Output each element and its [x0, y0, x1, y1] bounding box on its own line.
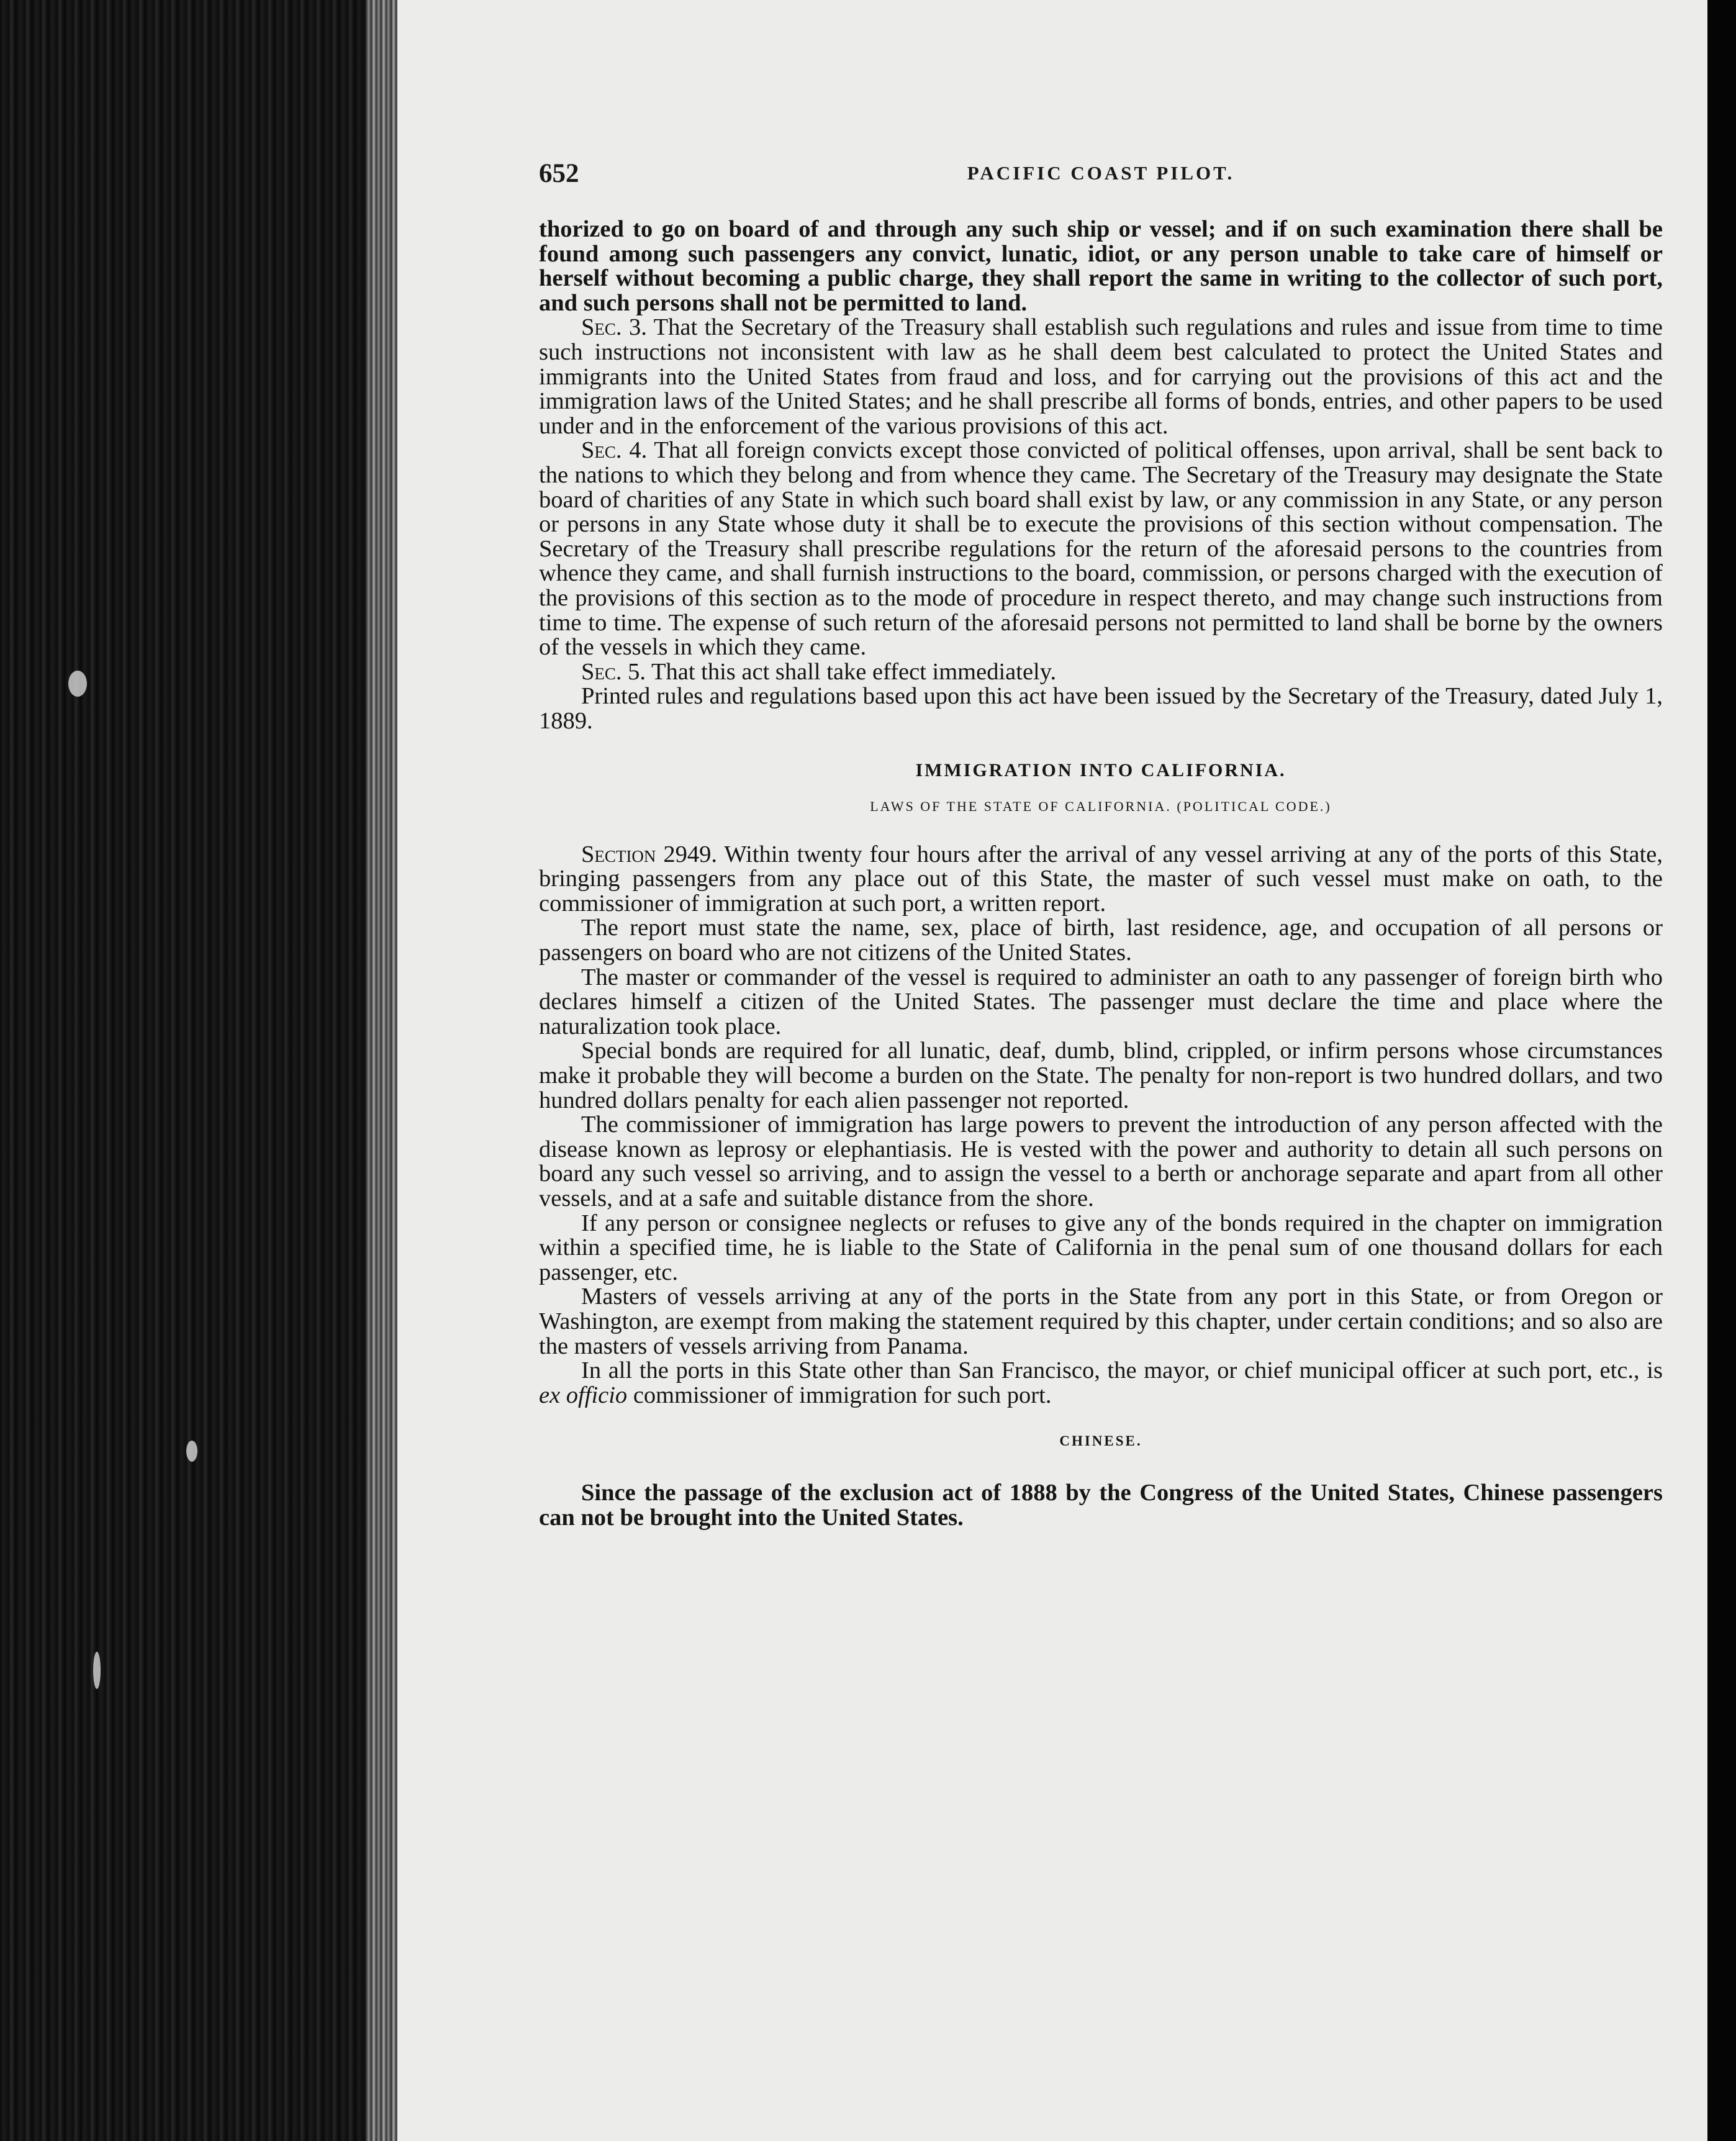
section-2949-label: Section 2949. — [581, 841, 718, 867]
page-number: 652 — [539, 159, 579, 188]
section-5-label: Sec. 5. — [581, 658, 646, 685]
ports-text: In all the ports in this State other than San Francisco, the mayor, or chief municipal officer at such port, etc., is — [581, 1357, 1663, 1384]
master-paragraph: The master or commander of the vessel is required to administer an oath to any passenger of foreign birth who declares himself a citizen of the United States. The passenger must declare the time and place where the naturalization took place. — [539, 964, 1663, 1039]
report-paragraph: The report must state the name, sex, place of birth, last residence, age, and occupation of all persons or passengers on board who are not citizens of the United States. — [539, 915, 1663, 966]
dust-speck — [186, 1441, 197, 1462]
commissioner-paragraph: The commissioner of immigration has large powers to prevent the introduction of any person affected with the disease known as leprosy or elephantiasis. He is vested with the power and authority to detain all such persons on board any such vessel so arriving, and to assign the vessel to a berth or anchorage separate and apart from all other vessels, and at a safe and suitable distance from the shore. — [539, 1111, 1663, 1211]
section-4-paragraph — [539, 438, 1663, 659]
section-2949-paragraph — [539, 843, 1663, 917]
section-3-text: That the Secretary of the Treasury shall establish such regulations and rules and issue from time to time such instructions not inconsistent with law as he shall deem best calculated to protect the United States and immigrants into the United States from fraud and loss, and for carrying out the provisions of this act and the immigration laws of the United States; and he shall prescribe all forms of bonds, entries, and other papers to be used under and in the enforcement of the various provisions of this act. — [539, 314, 1663, 439]
masters-exempt-paragraph: Masters of vessels arriving at any of the ports in the State from any port in this State, or from Oregon or Washington, are exempt from making the statement required by this chapter, under certain conditions; and so also are the masters of vessels arriving from Panama. — [539, 1283, 1663, 1359]
body-text — [539, 217, 1663, 1530]
chinese-paragraph: Since the passage of the exclusion act of 1888 by the Congress of the United States, Chinese passengers can not be brought into the United States. — [539, 1479, 1663, 1531]
dust-speck — [93, 1652, 101, 1689]
running-header — [539, 158, 1663, 196]
section-2949-text: Within twenty four hours after the arrival of any vessel arriving at any of the ports of this State, bringing passengers from any place out of this State, the master of such vessel must make on oath, to the commissioner of immigration at such port, a written report. — [539, 841, 1663, 917]
ports-text-end: commissioner of immigration for such port. — [633, 1382, 1052, 1408]
laws-subheading: LAWS OF THE STATE OF CALIFORNIA. (POLITICAL CODE.) — [870, 799, 1332, 815]
ex-officio-text: ex officio — [539, 1382, 628, 1408]
book-binding-edge — [0, 0, 404, 2141]
printed-rules-paragraph: Printed rules and regulations based upon this act have been issued by the Secretary of the Treasury, dated July 1, 1889. — [539, 683, 1663, 734]
immigration-heading: IMMIGRATION INTO CALIFORNIA. — [915, 760, 1286, 781]
running-title: PACIFIC COAST PILOT. — [967, 162, 1235, 184]
dust-speck — [68, 671, 87, 697]
bonds-paragraph: Special bonds are required for all lunatic, deaf, dumb, blind, crippled, or infirm persons whose circumstances make it probable they will become a burden on the State. The penalty for non-report is two hundred dollars, and two hundred dollars penalty for each alien passenger not reported. — [539, 1038, 1663, 1113]
section-4-text: That all foreign convicts except those convicted of political offenses, upon arrival, shall be sent back to the nations to which they belong and from whence they came. The Secretary of the Treasury may designate the State board of charities of any State in which such board shall exist by law, or any commission in any State, or any person or persons in any State whose duty it shall be to execute the provisions of this section without compensation. The Secretary of the Treasury shall prescribe regulations for the return of the aforesaid persons to the countries from whence they came, and shall furnish instructions to the board, commission, or persons charged with the execution of the provisions of this section as to the mode of procedure in respect thereto, and may change such instructions from time to time. The expense of such return of the aforesaid persons not permitted to land shall be borne by the owners of the vessels in which they came. — [539, 437, 1663, 661]
paragraph-continuation: thorized to go on board of and through any such ship or vessel; and if on such examination there shall be found among such passengers any convict, lunatic, idiot, or any person unable to take care of himself or herself without becoming a public charge, they shall report the same in writing to the collector of such port, and such persons shall not be permitted to land. — [539, 216, 1663, 316]
chinese-heading: CHINESE. — [1059, 1433, 1142, 1449]
section-3-label: Sec. 3. — [581, 314, 647, 341]
ports-paragraph — [539, 1359, 1663, 1408]
section-3-paragraph — [539, 315, 1663, 438]
section-5-paragraph — [539, 660, 1663, 685]
consignee-paragraph: If any person or consignee neglects or refuses to give any of the bonds required in the chapter on immigration within a specified time, he is liable to the State of California in the penal sum of one thousand dollars for each passenger, etc. — [539, 1210, 1663, 1285]
section-4-label: Sec. 4. — [581, 437, 648, 464]
section-5-text: That this act shall take effect immediately. — [651, 658, 1057, 685]
